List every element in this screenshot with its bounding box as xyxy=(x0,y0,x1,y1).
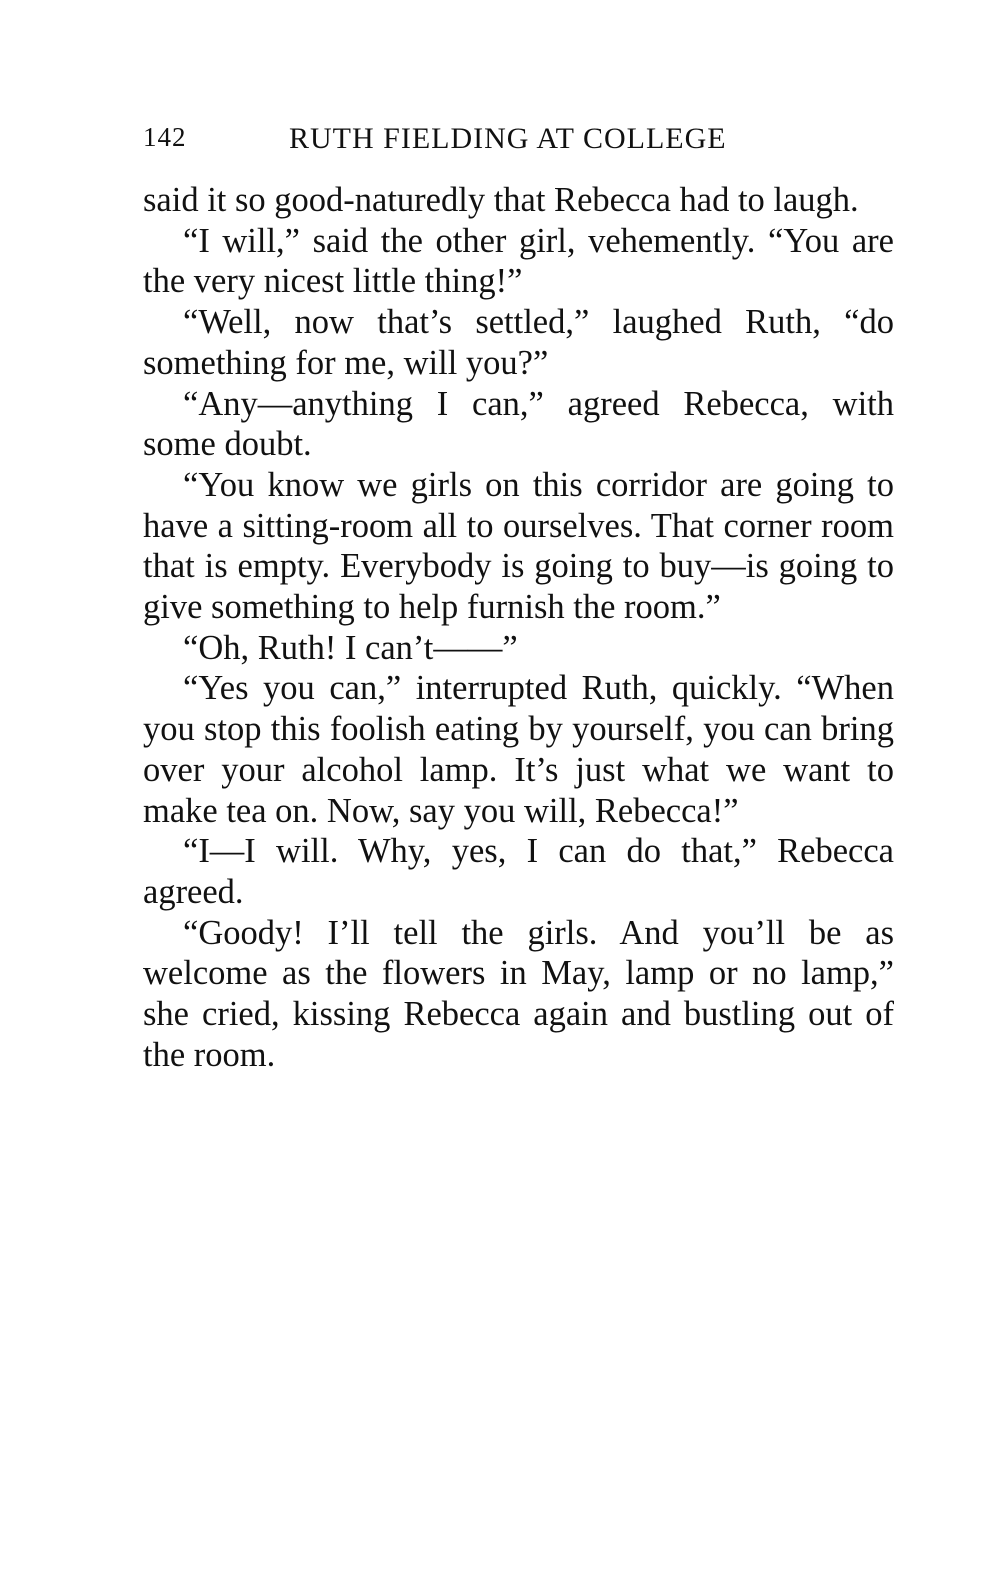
body-text xyxy=(143,180,894,1075)
page-header xyxy=(143,122,893,162)
paragraph: said it so good-naturedly that Rebecca had to laugh. xyxy=(143,181,859,219)
paragraph: “Any—anything I can,” agreed Rebecca, with some doubt. xyxy=(143,384,894,464)
paragraph: “Oh, Ruth! I can’t——” xyxy=(183,628,518,667)
page-number: 142 xyxy=(143,122,187,152)
paragraph: “Goody! I’ll tell the girls. And you’ll be as welcome as the flowers in May, lamp or no lamp,” she cried, kissing Rebecca again and bustling out of the room. xyxy=(143,913,894,1074)
paragraph: “I—I will. Why, yes, I can do that,” Rebecca agreed. xyxy=(143,832,894,911)
running-title: RUTH FIELDING AT COLLEGE xyxy=(289,122,727,155)
paragraph: “You know we girls on this corridor are going to have a sitting-room all to ourselves. That corner room that is empty. Everybody is going to buy—is going to give something to help furnish the room.” xyxy=(143,465,894,627)
paragraph: “Yes you can,” interrupted Ruth, quickly. “When you stop this foolish eating by yourself, you can bring over your alcohol lamp. It’s just what we want to make tea on. Now, say you will, Rebecca!” xyxy=(143,669,894,830)
paragraph: “I will,” said the other girl, vehemently. “You are the very nicest little thing!” xyxy=(143,221,894,301)
paragraph: “Well, now that’s settled,” laughed Ruth, “do something for me, will you?” xyxy=(143,303,894,382)
